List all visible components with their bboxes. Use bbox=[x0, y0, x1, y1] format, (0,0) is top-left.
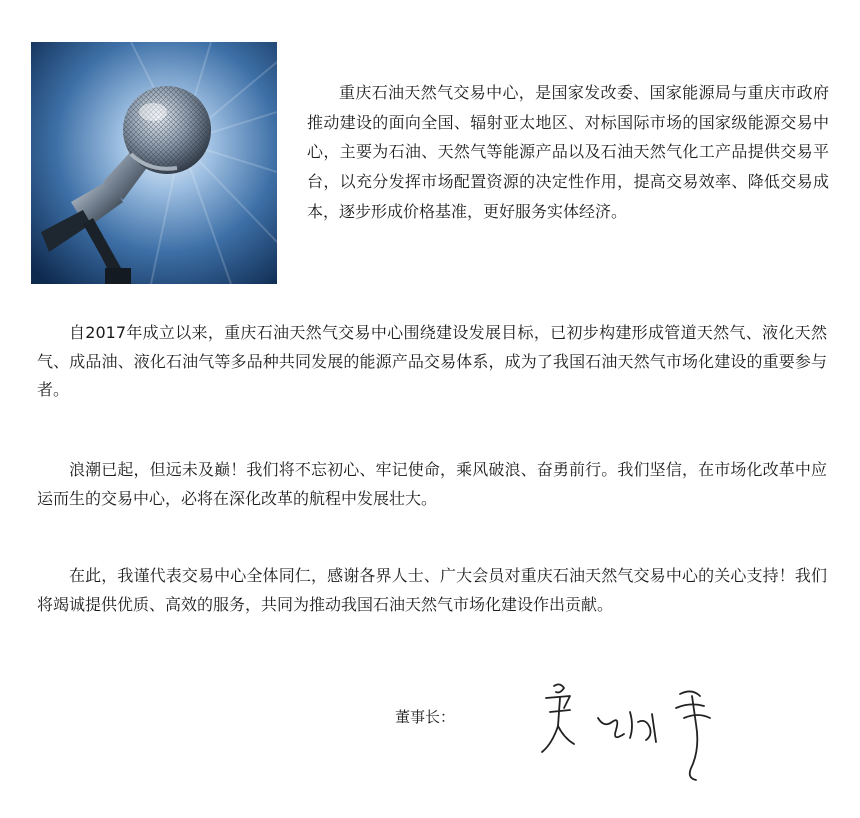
body-paragraph: 浪潮已起，但远未及巅！我们将不忘初心、牢记使命，乘风破浪、奋勇前行。我们坚信，在市场化改革中应运而生的交易中心，必将在深化改革的航程中发展壮大。 bbox=[37, 460, 827, 508]
chairman-label: 董事长： bbox=[395, 708, 456, 726]
body-paragraph: 自2017年成立以来，重庆石油天然气交易中心围绕建设发展目标，已初步构建形成管道天然气、液化天然气、成品油、液化石油气等多品种共同发展的能源产品交易体系，成为了我国石油天然气市场化建设的重要参与者。 bbox=[37, 323, 827, 399]
microphone-photo bbox=[31, 42, 277, 284]
body-paragraph: 在此，我谨代表交易中心全体同仁，感谢各界人士、广大会员对重庆石油天然气交易中心的关心支持！我们将竭诚提供优质、高效的服务，共同为推动我国石油天然气市场化建设作出贡献。 bbox=[37, 566, 827, 614]
handwritten-signature bbox=[534, 668, 734, 787]
intro-paragraph: 重庆石油天然气交易中心，是国家发改委、国家能源局与重庆市政府推动建设的面向全国、辐射亚太地区、对标国际市场的国家级能源交易中心，主要为石油、天然气等能源产品以及石油天然气化工产品提供交易平台，以充分发挥市场配置资源的决定性作用，提高交易效率、降低交易成本，逐步形成价格基准，更好服务实体经济。 bbox=[307, 83, 829, 221]
